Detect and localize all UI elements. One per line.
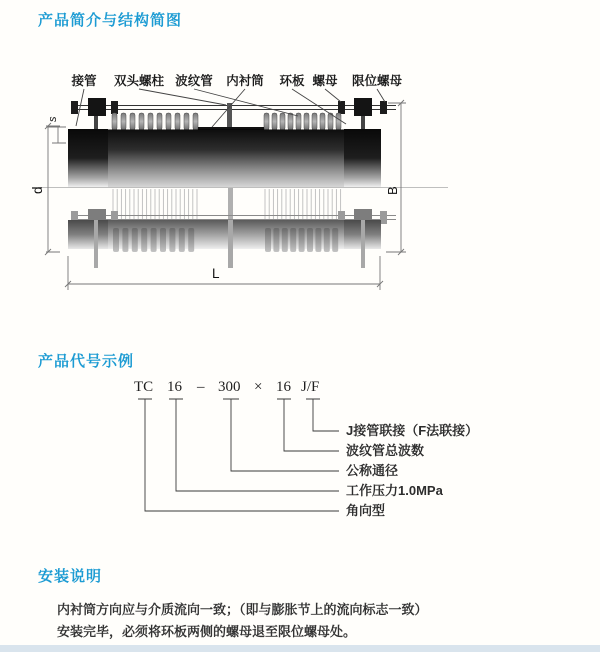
bellows-body bbox=[108, 130, 344, 187]
part-label-bellows: 波纹管 bbox=[175, 74, 213, 88]
limit-nut-right bbox=[380, 101, 387, 114]
callout-nominal-diameter: 公称通径 bbox=[346, 463, 399, 478]
code-seg-waves: 16 bbox=[276, 379, 291, 395]
dim-label-d: d bbox=[30, 186, 45, 194]
part-label-connecting-pipe: 接管 bbox=[71, 74, 97, 88]
callout-working-pressure: 工作压力1.0MPa bbox=[346, 483, 443, 498]
callout-wave-count: 波纹管总波数 bbox=[346, 443, 425, 458]
callout-connection: J接管联接（F法联接） bbox=[346, 423, 479, 438]
page-bottom-strip bbox=[0, 645, 600, 652]
ring-plate-left bbox=[88, 98, 106, 116]
install-note-line2: 安装完毕，必须将环板两侧的螺母退至限位螺母处。 bbox=[57, 624, 357, 639]
section-title-code-example: 产品代号示例 bbox=[38, 353, 135, 370]
dim-label-b: B bbox=[385, 186, 400, 195]
part-label-ring-plate: 环板 bbox=[279, 74, 305, 88]
nut-left bbox=[111, 101, 118, 114]
part-label-nut: 螺母 bbox=[312, 74, 338, 88]
code-seg-connection: J/F bbox=[301, 379, 320, 395]
code-seg-diameter: 300 bbox=[218, 379, 241, 395]
code-seg-pressure: 16 bbox=[167, 379, 182, 395]
dim-label-l: L bbox=[212, 266, 220, 281]
limit-nut-left bbox=[71, 101, 78, 114]
part-label-inner-liner: 内衬筒 bbox=[226, 74, 264, 88]
nut-right bbox=[338, 101, 345, 114]
pipe-end-right bbox=[344, 129, 381, 187]
code-seg-times: × bbox=[254, 379, 263, 395]
section-title-intro: 产品简介与结构简图 bbox=[38, 12, 183, 29]
code-seg-dash: – bbox=[197, 379, 205, 395]
pipe-end-left bbox=[68, 129, 108, 187]
code-seg-type: TC bbox=[134, 379, 154, 395]
bellows-section-lines bbox=[113, 189, 341, 219]
part-label-limit-nut: 限位螺母 bbox=[351, 74, 403, 88]
install-note-line1: 内衬筒方向应与介质流向一致；（即与膨胀节上的流向标志一致） bbox=[57, 602, 428, 617]
code-callout-lines bbox=[0, 395, 560, 525]
dim-label-s: s bbox=[47, 116, 59, 122]
part-label-stud: 双头螺柱 bbox=[113, 74, 165, 88]
callout-angular-type: 角向型 bbox=[346, 503, 386, 518]
ring-plate-right bbox=[354, 98, 372, 116]
expansion-joint-diagram bbox=[0, 60, 470, 300]
section-title-install: 安装说明 bbox=[38, 568, 103, 585]
